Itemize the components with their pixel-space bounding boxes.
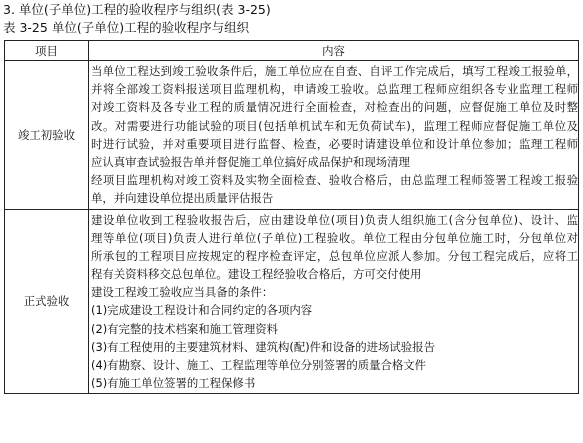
list-item: (4)有勘察、设计、施工、工程监理等单位分别签署的质量合格文件 xyxy=(91,358,427,372)
row-content-preliminary-acceptance xyxy=(89,61,579,210)
content-line: 建设单位收到工程验收报告后，应由建设单位(项目)负责人组织施工(含分包单位)、设计、监 xyxy=(91,212,578,227)
list-item: (3)有工程使用的主要建筑材料、建筑构(配)件和设备的进场试验报告 xyxy=(91,339,435,354)
table-caption: 表 3-25 单位(子单位)工程的验收程序与组织 xyxy=(3,20,250,35)
content-line: 对竣工资料及各专业工程的质量情况进行全面检查，对检查出的问题，应督促施工单位及时整 xyxy=(91,100,578,115)
table-row xyxy=(5,209,579,394)
table-row xyxy=(5,61,579,210)
content-line: 所承包的工程项目应按规定的程序检查评定，总包单位应派人参加。分包工程完成后，应将工 xyxy=(91,248,578,263)
content-line: 当单位工程达到竣工验收条件后，施工单位应在自查、自评工作完成后，填写工程竣工报验单， xyxy=(91,64,578,78)
content-line: 时进行试验，并对重要项目进行监督、检查，必要时请建设单位和设计单位参加；监理工程师 xyxy=(91,136,578,151)
list-item: (5)有施工单位签署的工程保修书 xyxy=(91,376,256,391)
list-item: (1)完成建设工程设计和合同约定的各项内容 xyxy=(91,303,313,318)
table-header-row xyxy=(5,41,579,61)
acceptance-procedure-table xyxy=(4,40,579,394)
row-item-preliminary-acceptance: 竣工初验收 xyxy=(5,61,89,210)
header-content: 内容 xyxy=(89,41,579,61)
header-item: 项目 xyxy=(5,41,89,61)
section-heading: 3. 单位(子单位)工程的验收程序与组织(表 3-25) xyxy=(3,2,271,17)
content-line: 经项目监理机构对竣工资料及实物全面检查、验收合格后，由总监理工程师签署工程竣工报验 xyxy=(91,173,578,188)
content-line: 建设工程竣工验收应当具备的条件： xyxy=(91,285,274,300)
content-line: 应认真审查试验报告单并督促施工单位搞好成品保护和现场清理 xyxy=(91,154,410,169)
list-item: (2)有完整的技术档案和施工管理资料 xyxy=(91,321,278,336)
row-item-formal-acceptance: 正式验收 xyxy=(5,209,89,394)
content-line: 改。对需要进行功能试验的项目(包括单机试车和无负荷试车)，监理工程师应督促施工单位及 xyxy=(91,118,578,133)
row-content-formal-acceptance xyxy=(89,209,579,394)
content-line: 并将全部竣工资料报送项目监理机构，申请竣工验收。总监理工程师应组织各专业监理工程师 xyxy=(91,82,578,97)
content-line: 程有关资料移交总包单位。建设工程经验收合格后，方可交付使用 xyxy=(91,267,422,282)
content-line: 理等单位(项目)负责人进行单位(子单位)工程验收。单位工程由分包单位施工时，分包单位对 xyxy=(91,230,578,245)
content-line: 单，并向建设单位提出质量评估报告 xyxy=(91,191,274,206)
